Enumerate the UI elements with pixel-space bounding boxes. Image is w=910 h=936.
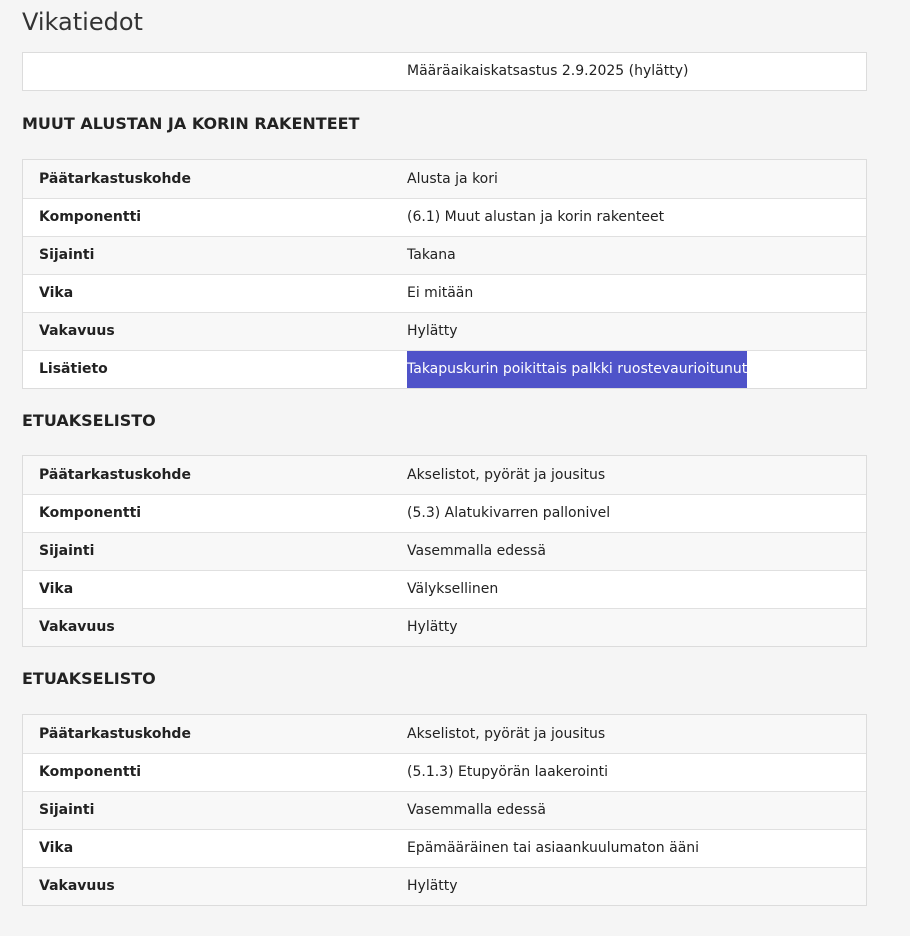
row-label: Vika: [39, 840, 74, 856]
row-value: Hylätty: [407, 619, 458, 635]
table-row: [23, 494, 866, 532]
row-value: Akselistot, pyörät ja jousitus: [407, 467, 606, 483]
row-value: Vasemmalla edessä: [407, 802, 546, 818]
row-label: Vakavuus: [39, 619, 115, 635]
row-value: Ei mitään: [407, 285, 474, 301]
table-row: [23, 829, 866, 867]
row-label: Sijainti: [39, 247, 95, 263]
row-value: (5.3) Alatukivarren pallonivel: [407, 505, 611, 521]
table-row: [23, 867, 866, 905]
table-row: [23, 791, 866, 829]
row-label: Päätarkastuskohde: [39, 467, 191, 483]
row-value: Takana: [407, 247, 456, 263]
row-label: Vakavuus: [39, 323, 115, 339]
row-value: Vasemmalla edessä: [407, 543, 546, 559]
row-value: (5.1.3) Etupyörän laakerointi: [407, 764, 609, 780]
table-row: [23, 236, 866, 274]
table-row: [23, 608, 866, 646]
row-label: Komponentti: [39, 764, 142, 780]
defect-table: [22, 714, 867, 906]
section-title: MUUT ALUSTAN JA KORIN RAKENTEET: [22, 114, 360, 133]
table-row: [23, 198, 866, 236]
table-row: [23, 312, 866, 350]
table-row: [23, 160, 866, 198]
defect-table: [22, 159, 867, 389]
table-row: [23, 456, 866, 494]
row-label: Sijainti: [39, 802, 95, 818]
row-label: Vakavuus: [39, 878, 115, 894]
selected-text[interactable]: Takapuskurin poikittais palkki ruostevaurioitunut: [407, 351, 747, 388]
row-label: Päätarkastuskohde: [39, 726, 191, 742]
table-row: [23, 753, 866, 791]
table-row: [23, 570, 866, 608]
row-value: Akselistot, pyörät ja jousitus: [407, 726, 606, 742]
row-label: Komponentti: [39, 505, 142, 521]
row-label: Vika: [39, 581, 74, 597]
row-value: Välyksellinen: [407, 581, 499, 597]
defect-table: [22, 455, 867, 647]
page-title: Vikatiedot: [22, 8, 143, 36]
section-title: ETUAKSELISTO: [22, 411, 156, 430]
row-value: Epämääräinen tai asiaankuulumaton ääni: [407, 840, 700, 856]
row-label: Päätarkastuskohde: [39, 171, 191, 187]
section-title: ETUAKSELISTO: [22, 669, 156, 688]
inspection-value: Määräaikaiskatsastus 2.9.2025 (hylätty): [407, 63, 689, 79]
table-row: [23, 532, 866, 570]
table-row: [23, 350, 866, 388]
table-row: [23, 274, 866, 312]
table-row: [23, 715, 866, 753]
row-label: Vika: [39, 285, 74, 301]
inspection-box: [22, 52, 867, 91]
row-value: Alusta ja kori: [407, 171, 498, 187]
row-label: Sijainti: [39, 543, 95, 559]
row-value: Hylätty: [407, 878, 458, 894]
row-label: Komponentti: [39, 209, 142, 225]
row-value: (6.1) Muut alustan ja korin rakenteet: [407, 209, 665, 225]
row-label: Lisätieto: [39, 361, 108, 377]
row-value: Hylätty: [407, 323, 458, 339]
